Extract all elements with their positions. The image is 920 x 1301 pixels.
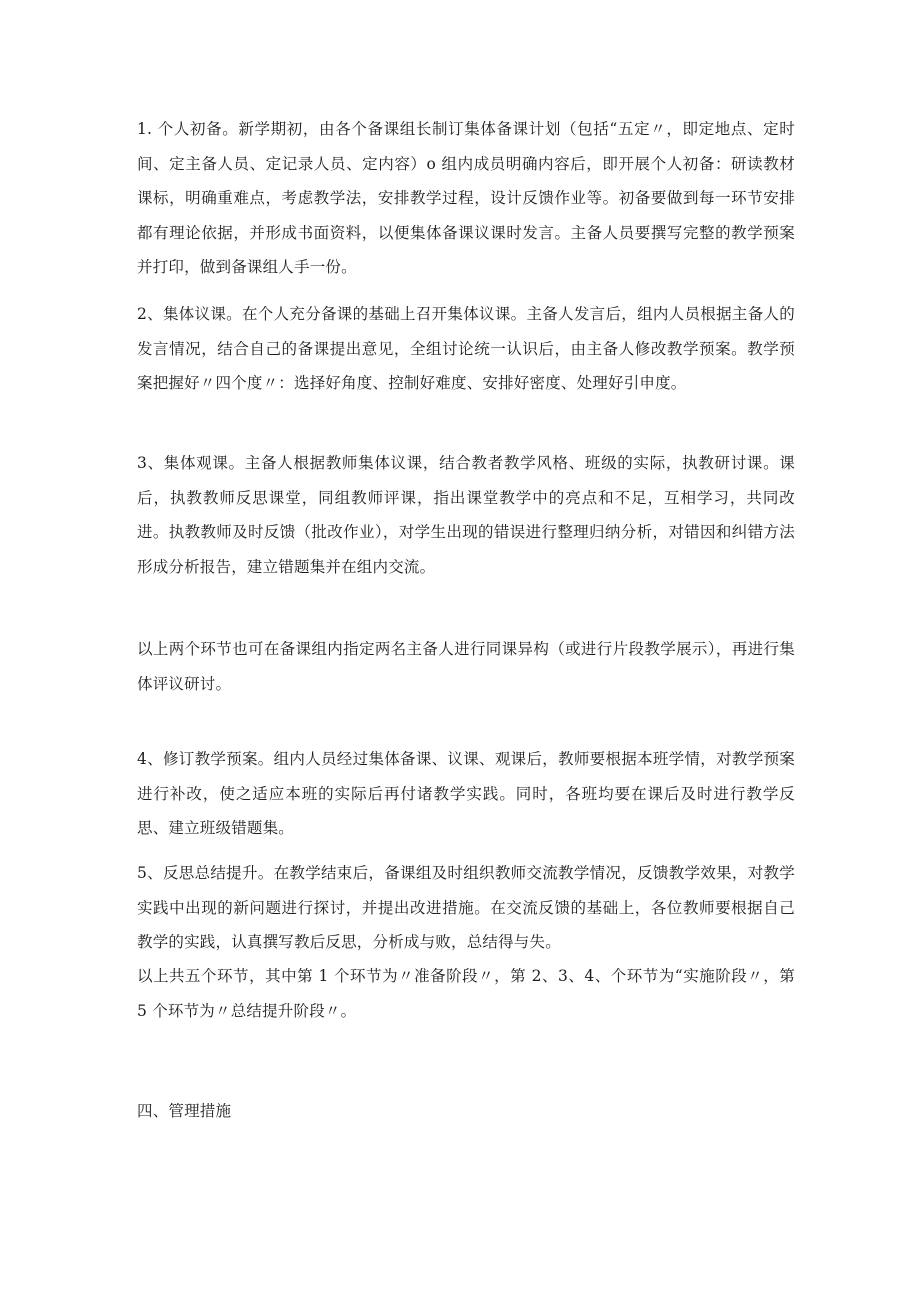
paragraph-step-2-group-discussion: 2、集体议课。在个人充分备课的基础上召开集体议课。主备人发言后，组内人员根据主备人的发言情况，结合自己的备课提出意见，全组讨论统一认识后，由主备人修改教学预案。教学预案把握好〃四个度〃：选择好角度、控制好难度、安排好密度、处理好引申度。 <box>137 305 795 392</box>
paragraph-summary-five-steps: 以上共五个环节，其中第 1 个环节为〃准备阶段〃，第 2、3、4、个环节为“实施阶段〃，第 5 个环节为〃总结提升阶段〃。 <box>137 967 795 1020</box>
paragraph-step-3-group-observation: 3、集体观课。主备人根据教师集体议课，结合教者教学风格、班级的实际，执教研讨课。课后，执教教师反思课堂，同组教师评课，指出课堂教学中的亮点和不足，互相学习，共同改进。执教教师及时反馈（批改作业），对学生出现的错误进行整理归纳分析，对错因和纠错方法形成分析报告，建立错题集并在组内交流。 <box>137 454 795 576</box>
paragraph-step-1-individual-prep: 1. 个人初备。新学期初，由各个备课组长制订集体备课计划（包括“五定〃，即定地点、定时间、定主备人员、定记录人员、定内容）o 组内成员明确内容后，即开展个人初备：研读教材课标，明确重难点，考虑教学法，安排教学过程，设计反馈作业等。初备要做到每一环节安排都有理论依据，并形成书面资料，以便集体备课议课时发言。主备人员要撰写完整的教学预案并打印，做到备课组人手一份。 <box>137 120 795 276</box>
section-heading-management: 四、管理措施 <box>137 1102 232 1120</box>
paragraph-step-5-reflection: 5、反思总结提升。在教学结束后，备课组及时组织教师交流教学情况，反馈教学效果，对教学实践中出现的新问题进行探讨，并提出改进措施。在交流反馈的基础上，各位教师要根据自己教学的实践，认真撰写教后反思，分析成与败，总结得与失。 <box>137 864 795 951</box>
paragraph-step-4-revise-plan: 4、修订教学预案。组内人员经过集体备课、议课、观课后，教师要根据本班学情，对教学预案进行补改，使之适应本班的实际后再付诸教学实践。同时，各班均要在课后及时进行教学反思、建立班级错题集。 <box>137 750 795 837</box>
paragraph-note-two-steps: 以上两个环节也可在备课组内指定两名主备人进行同课异构（或进行片段教学展示），再进行集体评议研讨。 <box>137 640 795 693</box>
